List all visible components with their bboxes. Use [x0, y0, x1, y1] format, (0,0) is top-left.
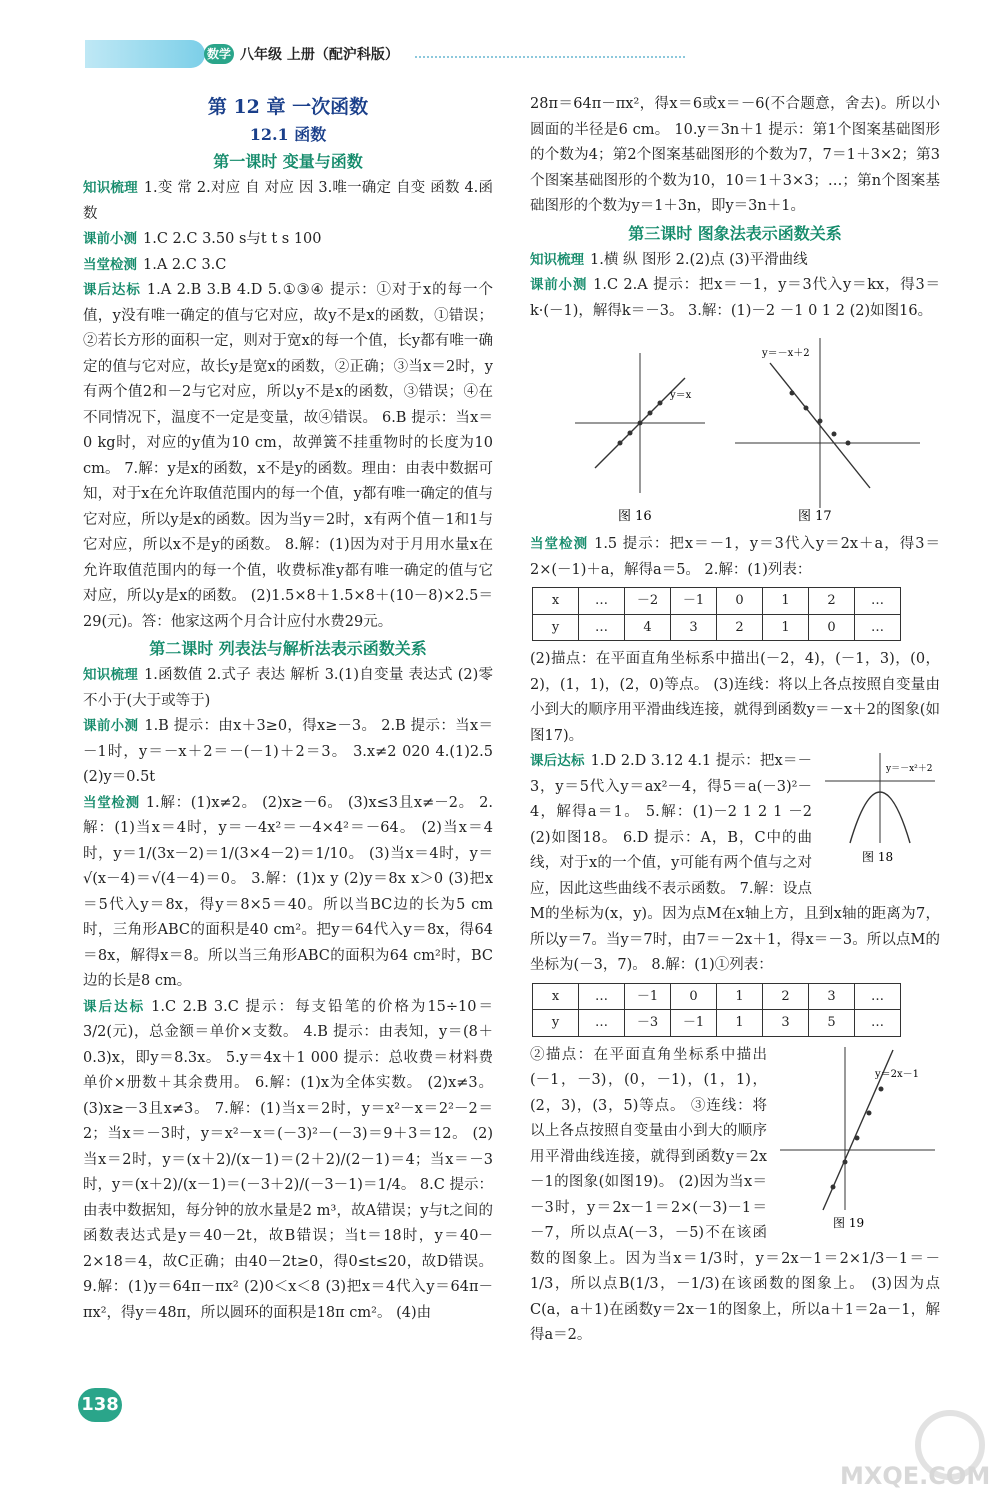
point — [790, 391, 795, 396]
tag-label: 知识梳理 — [83, 667, 139, 683]
answer-paragraph — [83, 791, 493, 995]
header-divider — [415, 56, 685, 58]
table-cell: －3 — [625, 1010, 671, 1037]
fig19-svg — [775, 1045, 940, 1230]
answer-paragraph — [83, 714, 493, 791]
table-cell: －1 — [625, 983, 671, 1010]
watermark-text: MXQE.COM — [840, 1462, 991, 1490]
table-cell: … — [579, 614, 625, 641]
answer-text: 1.A 2.B 3.B 4.D 5.①③④ 提示：①对于x的每一个值，y没有唯一确定的值与它对应，故y不是x的函数，①错误；②若长方形的面积一定，则对于宽x的每一个值，长y都有唯一确定的值与它对应，故长y是宽x的函数，②正确；③当x＝2时，y有两个值2和－2与它对应，所以y不是x的函数，③错误；④在不同情况下，温度不一定是变量，故④错误。 6.B 提示：当x＝0 kg时，对应的y值为10 cm，故弹簧不挂重物时的长度为10 cm。 7.解：y是x的函数，x不是y的函数。理由：由表中数据可知，对于x在允许取值范围内的每一个值，y都有唯一确定的值与它对应，所以y是x的函数。因为当y＝2时，x有两个值－1和1与它对应，所以x不是y的函数。 8.解：(1)因为对于月用水量x在允许取值范围内的每一个值，收费标准y都有唯一确定的值与它对应，所以y是x的函数。 (2)1.5×8＋1.5×8＋(10－8)×2.5＝29(元)。答：他家这两个月合计应付水费29元。 — [83, 282, 493, 630]
point — [832, 432, 837, 437]
figure-19 — [775, 1045, 940, 1240]
table-cell: －1 — [671, 1010, 717, 1037]
answer-text: 1.C 2.C 3.50 s与t t s 100 — [143, 231, 322, 247]
answer-paragraph — [530, 749, 940, 979]
point — [846, 441, 851, 446]
answer-text: 1.C 2.A 提示：把x＝－1，y＝3代入y＝kx，得3＝k·(－1)，解得k＝－3。 3.解：(1)－2 －1 0 1 2 (2)如图16。 — [530, 277, 941, 319]
fig18-svg — [820, 751, 940, 866]
table-cell: y — [533, 1010, 579, 1037]
answer-paragraph — [530, 532, 940, 583]
point — [855, 1135, 860, 1140]
answer-text: 1.D 2.D 3.12 4.1 提示：把x＝－3，y＝5代入y＝ax²－4，得5＝a(－3)²－4，解得a＝1。 5.解：(1)－2 1 2 1 －2 (2)如图18。 6.D 提示：A，B，C中的曲线，对于x的一个值，y可能有两个值与之对应，因此这些曲线不表示函数。 7.解：设点M的坐标为(x，y)。因为点M在x轴上方，且到x轴的距离为7，所以y＝7。当y＝7时，由7＝－2x＋1，得x＝－3。所以点M的坐标为(－3，7)。 8.解：(1)①列表： — [530, 753, 940, 973]
answer-paragraph: (2)描点：在平面直角坐标系中描出(－2，4)，(－1，3)，(0，2)，(1，1)，(2，0)等点。 (3)连线：将以上各点按照自变量由小到大的顺序用平滑曲线连接，就得到函数y＝－x＋2的图象(如图17)。 — [530, 651, 940, 744]
tag-label: 当堂检测 — [83, 256, 137, 273]
fig19-caption: 图 19 — [833, 1215, 865, 1230]
answer-paragraph — [83, 663, 493, 714]
table-cell: 1 — [717, 1010, 763, 1037]
lesson-title: 第三课时 图象法表示函数关系 — [628, 223, 842, 243]
table-cell: … — [855, 1010, 901, 1037]
point — [628, 431, 633, 436]
answer-paragraph — [83, 176, 493, 227]
tag-label: 知识梳理 — [530, 251, 584, 268]
table-cell: 3 — [809, 983, 855, 1010]
subject-badge: 数学 — [204, 44, 234, 64]
book-title: 八年级 上册（配沪科版） — [240, 47, 399, 63]
table-cell: －2 — [625, 588, 671, 615]
point — [831, 1184, 836, 1189]
point — [658, 401, 663, 406]
page-header — [0, 0, 1000, 80]
table-cell: x — [533, 588, 579, 615]
lesson-title: 第一课时 变量与函数 — [213, 152, 363, 171]
table-cell: 5 — [809, 1010, 855, 1037]
fig19-label: y＝2x－1 — [875, 1068, 920, 1080]
table-cell: 3 — [671, 614, 717, 641]
fig18-label: y＝－x²＋2 — [886, 764, 933, 774]
answer-text: 1.变 常 2.对应 自 对应 因 3.唯一确定 自变 函数 4.函数 — [83, 180, 493, 222]
table-row-x — [533, 983, 901, 1010]
tag-label: 当堂检测 — [83, 794, 140, 811]
tag-label: 课后达标 — [83, 282, 141, 298]
fig16-caption: 图 16 — [618, 509, 652, 524]
answer-text: 1.A 2.C 3.C — [143, 256, 227, 273]
answer-text: 1.解：(1)x≠2。 (2)x≥－6。 (3)x≤3且x≠－2。 2.解：(1)当x＝4时，y＝－4x²＝－4×4²＝－64。 (2)当x＝4时，y＝1/(3x－2)＝1/(3×4－2)＝1/10。 (3)当x＝4时，y＝√(x－4)＝√(4－4)＝0。 3.解：(1)x y (2)y＝8x x＞0 (3)把x＝5代入y＝8x，得y＝8×5＝40。所以当BC边的长为5 cm时，三角形ABC的面积是40 cm²。把y＝64代入y＝8x，得64＝8x，解得x＝8。所以当三角形ABC的面积为64 cm²时，BC边的长是8 cm。 — [83, 794, 494, 989]
table-cell: 0 — [717, 588, 763, 615]
answer-paragraph: 28π＝64π－πx²，得x＝6或x＝－6(不合题意，舍去)。所以小圆面的半径是6 cm。 10.y＝3n＋1 提示：第1个图案基础图形的个数为4；第2个图案基础图形的个数为7，7＝1＋3×2；第3个图案基础图形的个数为10，10＝1＋3×3；…；第n个图案基础图形的个数为y＝1＋3n，即y＝3n＋1。 — [530, 96, 940, 214]
point — [804, 406, 809, 411]
tag-label: 课后达标 — [530, 753, 585, 769]
right-column — [530, 92, 940, 1349]
answer-text: 1.5 提示：把x＝－1，y＝3代入y＝2x＋a，得3＝2×(－1)＋a，解得a＝5。 2.解：(1)列表： — [530, 536, 941, 578]
point — [867, 1110, 872, 1115]
answer-text: 1.B 提示：由x＋3≥0，得x≥－3。 2.B 提示：当x＝－1时，y＝－x＋2＝－(－1)＋2＝3。 3.x≠2 020 4.(1)2.5 (2)y＝0.5t — [83, 718, 493, 785]
table-row-y — [533, 1010, 901, 1037]
table-cell: 0 — [671, 983, 717, 1010]
tag-label: 课前小测 — [530, 277, 588, 293]
table-cell: 1 — [717, 983, 763, 1010]
fig16-label: y＝x — [670, 390, 692, 401]
answer-paragraph — [530, 273, 940, 324]
figure-17 — [735, 338, 920, 524]
answer-paragraph — [83, 995, 493, 1327]
figure-graphs — [530, 328, 940, 528]
table-cell: … — [579, 588, 625, 615]
value-table-1 — [532, 587, 901, 641]
table-cell: y — [533, 614, 579, 641]
tag-label: 课后达标 — [83, 998, 146, 1015]
answer-paragraph — [83, 278, 493, 635]
point — [638, 421, 643, 426]
answer-text: 1.横 纵 图形 2.(2)点 (3)平滑曲线 — [590, 251, 808, 268]
table-cell: … — [579, 983, 625, 1010]
left-column — [83, 92, 493, 1326]
fig17-caption: 图 17 — [798, 509, 832, 524]
header-decoration — [85, 40, 205, 68]
tag-label: 知识梳理 — [83, 180, 138, 196]
point — [648, 411, 653, 416]
table-row-y — [533, 614, 901, 641]
answer-paragraph — [530, 1043, 940, 1349]
table-cell: 2 — [763, 983, 809, 1010]
point — [879, 1086, 884, 1091]
page-number: 138 — [78, 1388, 122, 1422]
answer-paragraph — [83, 227, 493, 253]
chapter-title: 第 12 章 一次函数 — [207, 96, 369, 118]
tag-label: 课前小测 — [83, 231, 137, 247]
table-cell: … — [855, 983, 901, 1010]
table-cell: －1 — [671, 588, 717, 615]
point — [818, 419, 823, 424]
answer-paragraph — [530, 248, 940, 274]
point — [618, 441, 623, 446]
tag-label: 当堂检测 — [530, 536, 589, 552]
table-cell: 1 — [763, 614, 809, 641]
value-table-2 — [532, 983, 901, 1037]
lesson-title: 第二课时 列表法与解析法表示函数关系 — [149, 639, 427, 658]
table-cell: 1 — [763, 588, 809, 615]
answer-text: 1.函数值 2.式子 表达 解析 3.(1)自变量 表达式 (2)零 不小于(大于或等于) — [83, 667, 493, 709]
answer-text: ②描点：在平面直角坐标系中描出(－1，－3)，(0，－1)，(1，1)，(2，3)，(3，5)等点。 ③连线：将以上各点按照自变量由小到大的顺序用平滑曲线连接，就得到函数y＝2x－1的图象(如图19)。 (2)因为当x＝－3时，y＝2x－1＝2×(－3)－1＝－7，所以点A(－3，－5)不在该函数的图象上。因为当x＝1/3时，y＝2x－1＝2×1/3－1＝－1/3，所以点B(1/3，－1/3)在该函数的图象上。 (3)因为点C(a，a＋1)在函数y＝2x－1的图象上，所以a＋1＝2a－1，解得a＝2。 — [530, 1046, 940, 1343]
table-cell: … — [855, 614, 901, 641]
point — [843, 1159, 848, 1164]
answer-paragraph — [83, 253, 493, 279]
table-cell: 4 — [625, 614, 671, 641]
section-title: 12.1 函数 — [249, 125, 327, 144]
table-cell: 0 — [809, 614, 855, 641]
table-row-x — [533, 588, 901, 615]
answer-text: 1.C 2.B 3.C 提示：每支铅笔的价格为15÷10＝3/2(元)，总金额＝单价×支数。 4.B 提示：由表知，y＝(8＋0.3)x，即y＝8.3x。 5.y＝4x＋1 000 提示：总收费＝材料费单价×册数＋其余费用。 6.解：(1)x为全体实数。 (2)x≠3。 (3)x≥－3且x≠3。 7.解：(1)当x＝2时，y＝x²－x＝2²－2＝2；当x＝－3时，y＝x²－x＝(－3)²－(－3)＝9＋3＝12。 (2)当x＝2时，y＝(x＋2)/(x－1)＝(2＋2)/(2－1)＝4；当x＝－3时，y＝(x＋2)/(x－1)＝(－3＋2)/(－3－1)＝1/4。 8.C 提示：由表中数据知，每分钟的放水量是2 m³，故A错误；y与t之间的函数表达式是y＝40－2t，故B错误；当t＝18时，y＝40－2×18＝4，故C正确；由40－2t≥0，得0≤t≤20，故D错误。 9.解：(1)y＝64π－πx² (2)0＜x＜8 (3)把x＝4代入y＝64π－πx²，得y＝48π，所以圆环的面积是18π cm²。 (4)由 — [83, 998, 494, 1321]
table-cell: 2 — [809, 588, 855, 615]
figure-16 — [575, 353, 705, 524]
table-cell: 2 — [717, 614, 763, 641]
table-cell: 3 — [763, 1010, 809, 1037]
table-cell: x — [533, 983, 579, 1010]
fig17-label: y＝－x＋2 — [762, 348, 810, 359]
fig18-caption: 图 18 — [862, 850, 894, 864]
table-cell: … — [855, 588, 901, 615]
table-cell: … — [579, 1010, 625, 1037]
figures-16-17 — [530, 328, 940, 528]
tag-label: 课前小测 — [83, 718, 139, 734]
figure-18 — [820, 751, 940, 876]
